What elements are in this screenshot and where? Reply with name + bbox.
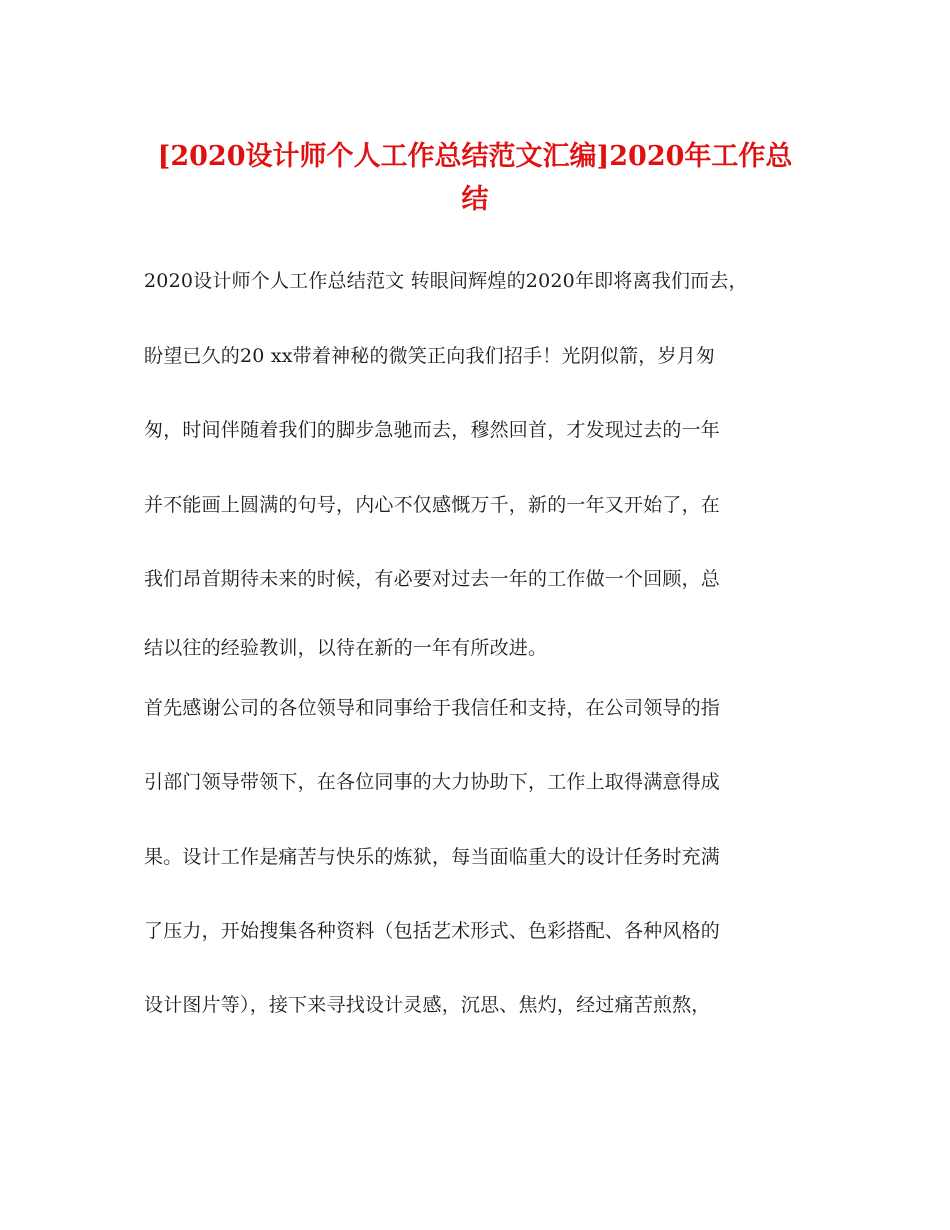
paragraph-1-line-6: 结以往的经验教训，以待在新的一年有所改进。 [144,637,548,659]
paragraph-2-line-4: 了压力，开始搜集各种资料（包括艺术形式、色彩搭配、各种风格的 [144,920,721,942]
paragraph-2-line-5: 设计图片等），接下来寻找设计灵感，沉思、焦灼，经过痛苦煎熬， [144,994,711,1016]
document-title-line-1: [2020设计师个人工作总结范文汇编]2020年工作总 [157,141,793,172]
paragraph-2-line-2: 引部门领导带领下，在各位同事的大力协助下，工作上取得满意得成 [144,771,721,793]
paragraph-2-line-1: 首先感谢公司的各位领导和同事给于我信任和支持，在公司领导的指 [144,697,721,719]
paragraph-1-line-4: 并不能画上圆满的句号，内心不仅感慨万千，新的一年又开始了，在 [144,494,721,516]
paragraph-1-line-2: 盼望已久的20 xx带着神秘的微笑正向我们招手！光阴似箭，岁月匆 [144,345,716,367]
paragraph-2-line-3: 果。设计工作是痛苦与快乐的炼狱，每当面临重大的设计任务时充满 [144,846,721,868]
paragraph-1-line-1: 2020设计师个人工作总结范文 转眼间辉煌的2020年即将离我们而去， [144,270,748,292]
document-title-line-2: 结 [461,184,489,215]
paragraph-1-line-5: 我们昂首期待未来的时候，有必要对过去一年的工作做一个回顾，总 [144,568,721,590]
paragraph-1-line-3: 匆，时间伴随着我们的脚步急驰而去，穆然回首，才发现过去的一年 [144,419,721,441]
